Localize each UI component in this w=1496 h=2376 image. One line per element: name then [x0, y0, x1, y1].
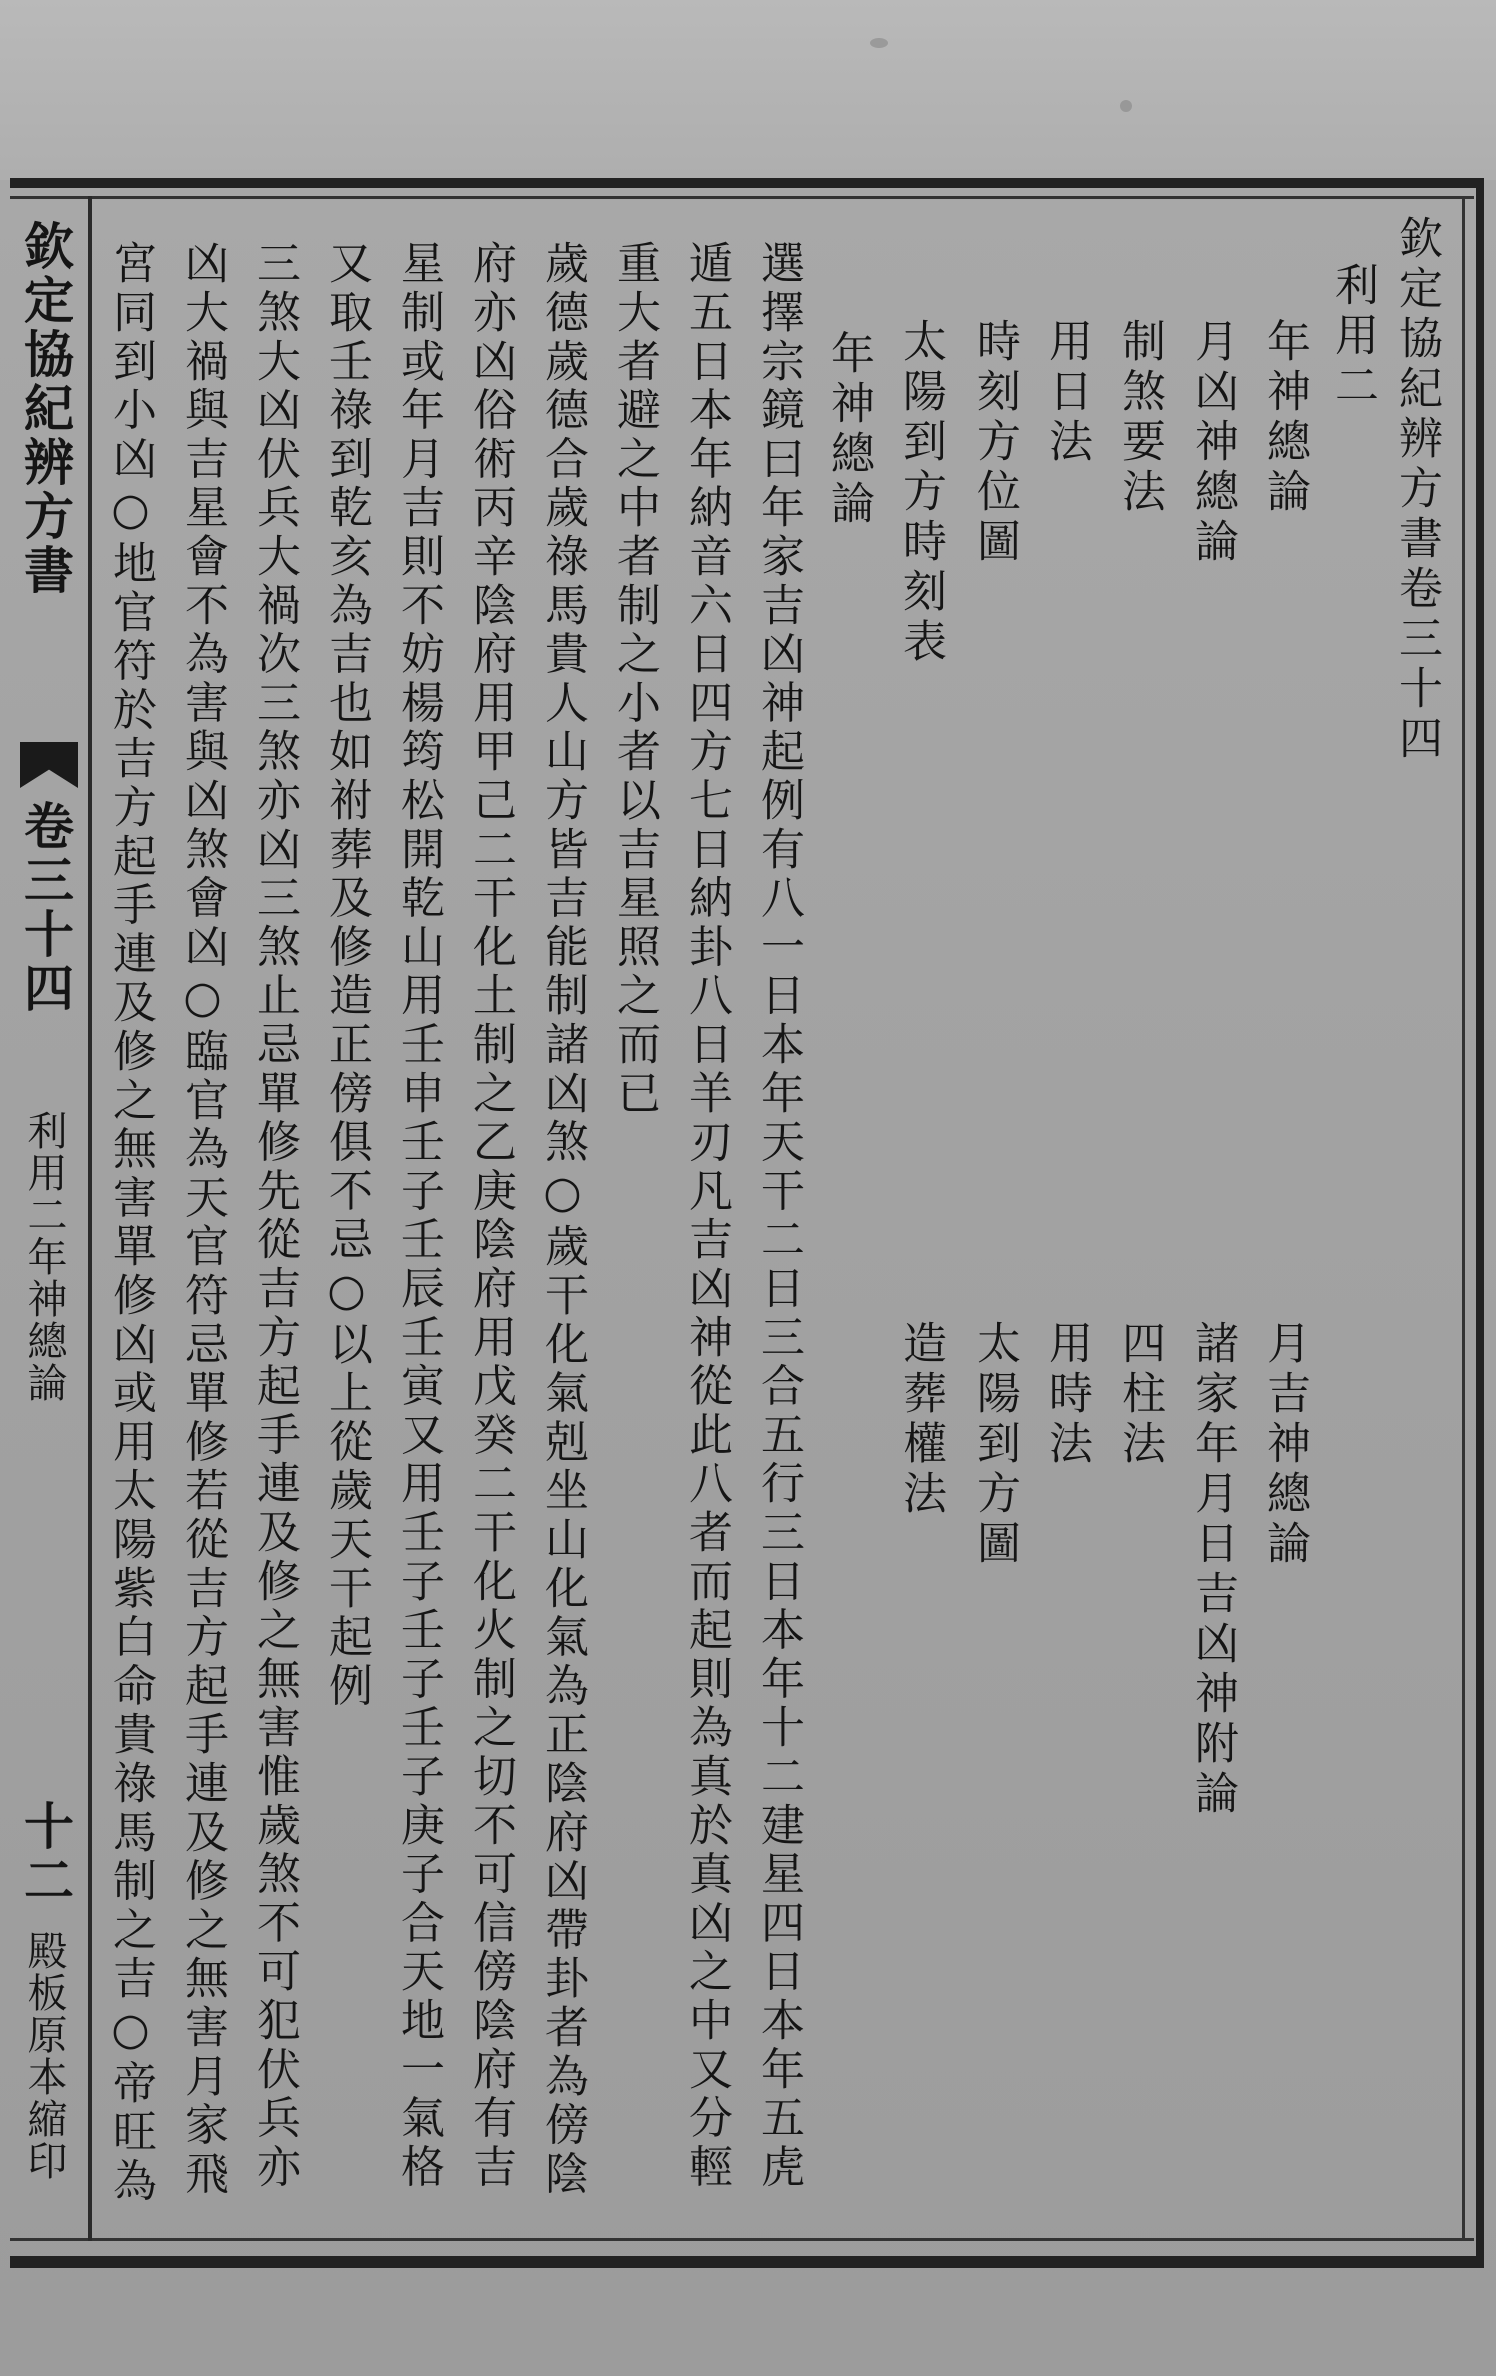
body-text-column: 遁五日本年納音六日四方七日納卦八日羊刃凡吉凶神從此八者而起則為真於真凶之中又分輕	[681, 240, 732, 2192]
toc-item: 用時法	[1041, 1320, 1092, 1470]
section-heading: 年神總論	[823, 330, 874, 530]
spine-page-number: 十二	[16, 1800, 75, 1908]
toc-item: 太陽到方圖	[969, 1320, 1020, 1570]
body-text-column: 府亦凶俗術丙辛陰府用甲己二干化土制之乙庚陰府用戊癸二干化火制之切不可信傍陰府有吉	[465, 240, 516, 2192]
ink-speck	[1120, 100, 1132, 112]
frame-inner-top-line	[10, 196, 1474, 199]
body-text-column: 又取壬祿到乾亥為吉也如祔葬及修造正傍俱不忌○以上從歲天干起例	[321, 240, 372, 1711]
toc-item: 造葬權法	[895, 1320, 946, 1520]
body-text-column: 凶大禍與吉星會不為害與凶煞會凶○臨官為天官符忌單修若從吉方起手連及修之無害月家飛	[177, 240, 228, 2199]
frame-inner-bottom-line	[10, 2238, 1474, 2241]
toc-item: 月吉神總論	[1259, 1320, 1310, 1570]
body-text-column: 星制或年月吉則不妨楊筠松開乾山用壬申壬子壬辰壬寅又用壬子壬子壬子庚子合天地一氣格	[393, 240, 444, 2192]
spine-divider	[88, 196, 92, 2241]
spine-volume: 卷三十四	[16, 800, 75, 1016]
top-margin	[0, 0, 1496, 180]
body-text-column: 重大者避之中者制之小者以吉星照之而已	[609, 240, 660, 1119]
ink-speck	[870, 38, 888, 48]
spine-edition: 殿板原本縮印	[21, 1930, 67, 2182]
body-text-column: 宮同到小凶○地官符於吉方起手連及修之無害單修凶或用太陽紫白命貴祿馬制之吉○帝旺為	[105, 240, 156, 2206]
toc-item: 用日法	[1041, 318, 1092, 468]
spine-book-title: 欽定協紀辨方書	[16, 220, 75, 598]
toc-item: 太陽到方時刻表	[895, 318, 946, 668]
toc-item: 諸家年月日吉凶神附論	[1187, 1320, 1238, 1820]
toc-item: 月凶神總論	[1187, 318, 1238, 568]
body-text-column: 選擇宗鏡曰年家吉凶神起例有八一日本年天干二日三合五行三日本年十二建星四日本年五虎	[753, 240, 804, 2192]
body-text-column: 歲德歲德合歲祿馬貴人山方皆吉能制諸凶煞○歲干化氣剋坐山化氣為正陰府凶帶卦者為傍陰	[537, 240, 588, 2199]
spine-chapter: 利用二年神總論	[21, 1110, 67, 1404]
body-text-column: 三煞大凶伏兵大禍次三煞亦凶三煞止忌單修先從吉方起手連及修之無害惟歲煞不可犯伏兵亦	[249, 240, 300, 2192]
section-label: 利用二	[1327, 262, 1378, 412]
toc-item: 年神總論	[1259, 318, 1310, 518]
toc-item: 四柱法	[1114, 1320, 1165, 1470]
toc-item: 制煞要法	[1114, 318, 1165, 518]
frame-inner-right-line	[1462, 196, 1465, 2241]
toc-item: 時刻方位圖	[969, 318, 1020, 568]
book-title-header: 欽定協紀辨方書卷三十四	[1391, 215, 1442, 765]
